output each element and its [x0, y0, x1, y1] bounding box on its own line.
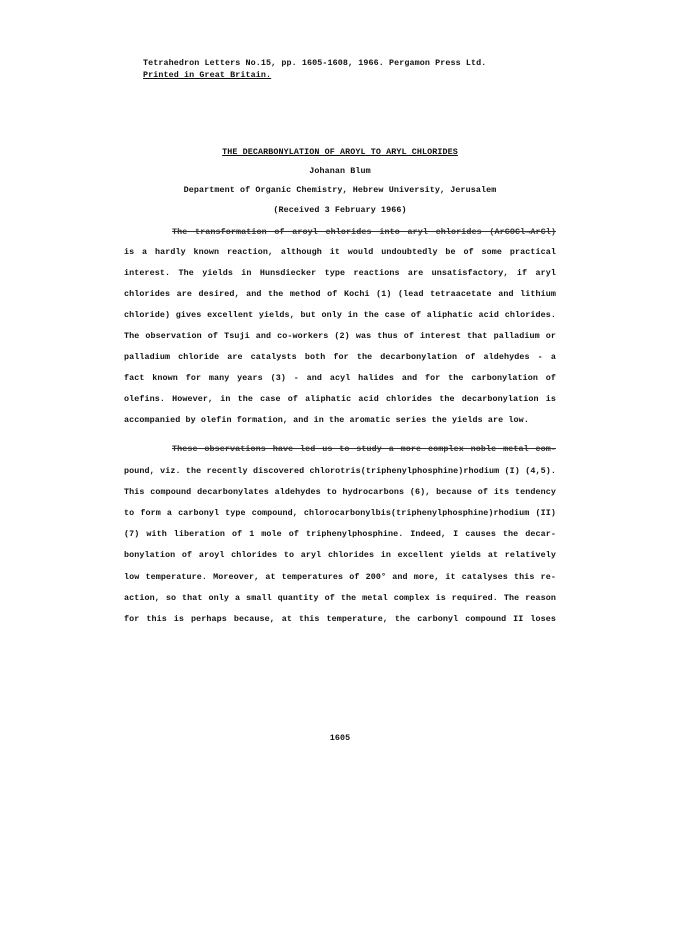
author-affiliation: Department of Organic Chemistry, Hebrew University, Jerusalem	[183, 185, 497, 195]
paragraph-2-line-4: to form a carbonyl type compound, chlorocarbonylbis(triphenylphosphine)rhodium (II)	[124, 508, 556, 518]
author-name: Johanan Blum	[309, 166, 371, 176]
paragraph-1-line-2: is a hardly known reaction, although it would undoubtedly be of some practical	[124, 247, 556, 257]
paragraph-1-line-6: The observation of Tsuji and co-workers (2) was thus of interest that palladium or	[124, 331, 556, 341]
page-number: 1605	[329, 733, 351, 743]
paragraph-1-line-4: chlorides are desired, and the method of Kochi (1) (lead tetraacetate and lithium	[124, 289, 556, 299]
paragraph-2-line-6: bonylation of aroyl chlorides to aryl chlorides in excellent yields at relatively	[124, 550, 556, 560]
received-date: (Received 3 February 1966)	[273, 205, 407, 215]
paragraph-2-line-7: low temperature. Moreover, at temperatures of 200° and more, it catalyses this re-	[124, 572, 556, 582]
paragraph-2-line-8: action, so that only a small quantity of the metal complex is required. The reason	[124, 593, 556, 603]
printed-in-note: Printed in Great Britain.	[143, 70, 272, 80]
paragraph-2-line-3: This compound decarbonylates aldehydes to hydrocarbons (6), because of its tendency	[124, 487, 556, 497]
paragraph-1-line-1: The transformation of aroyl chlorides into aryl chlorides (ArCOCl→ArCl)	[172, 227, 556, 237]
paragraph-1-line-9: olefins. However, in the case of aliphatic acid chlorides the decarbonylation is	[124, 394, 556, 404]
paragraph-1-line-5: chloride) gives excellent yields, but only in the case of aliphatic acid chlorides.	[124, 310, 556, 320]
article-title: THE DECARBONYLATION OF AROYL TO ARYL CHLORIDES	[222, 147, 458, 157]
paragraph-1-line-8: fact known for many years (3) - and acyl halides and for the carbonylation of	[124, 373, 556, 383]
paragraph-2-line-9: for this is perhaps because, at this temperature, the carbonyl compound II loses	[124, 614, 556, 624]
paragraph-1-line-7: palladium chloride are catalysts both for the decarbonylation of aldehydes - a	[124, 352, 556, 362]
paragraph-2-line-5: (7) with liberation of 1 mole of triphenylphosphine. Indeed, I causes the decar-	[124, 529, 556, 539]
paragraph-1-line-3: interest. The yields in Hunsdiecker type reactions are unsatisfactory, if aryl	[124, 268, 556, 278]
paragraph-2-line-1: These observations have led us to study a more complex noble metal com-	[172, 444, 556, 454]
journal-citation: Tetrahedron Letters No.15, pp. 1605-1608, 1966. Pergamon Press Ltd.	[143, 58, 487, 68]
paragraph-2-line-2: pound, viz. the recently discovered chlorotris(triphenylphosphine)rhodium (I) (4,5).	[124, 466, 556, 476]
paragraph-1-line-10: accompanied by olefin formation, and in the aromatic series the yields are low.	[124, 415, 529, 425]
